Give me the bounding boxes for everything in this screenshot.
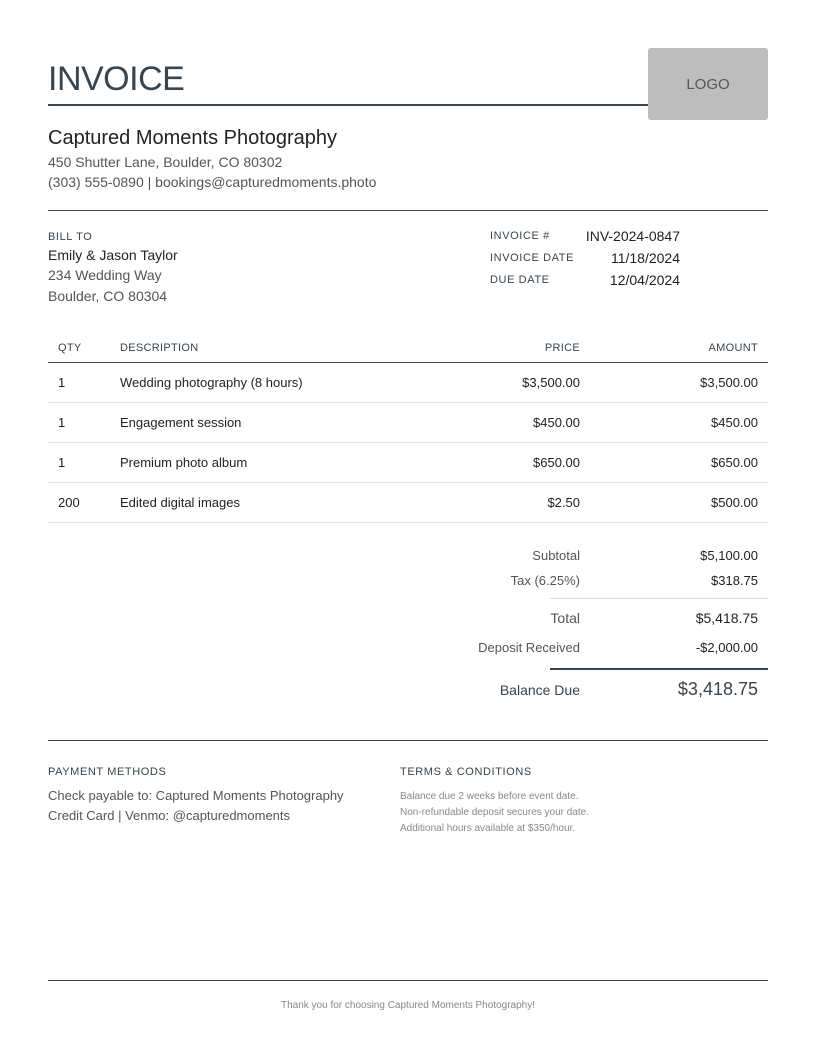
bill-to-label: BILL TO — [48, 231, 93, 243]
total-label: Total — [550, 610, 580, 626]
company-address: 450 Shutter Lane, Boulder, CO 80302 — [48, 154, 283, 170]
invoice-number — [490, 228, 680, 244]
subtotal-value: $5,100.00 — [700, 548, 758, 563]
payment-line: Check payable to: Captured Moments Photography — [48, 788, 344, 803]
price: $3,500.00 — [469, 362, 580, 402]
company-contact: (303) 555-0890 | bookings@capturedmoments.photo — [48, 174, 377, 190]
terms-line: Additional hours available at $350/hour. — [400, 823, 576, 834]
total-value: $5,418.75 — [695, 610, 758, 626]
description: Edited digital images — [120, 482, 469, 522]
meta-label: INVOICE DATE — [490, 252, 575, 264]
header-price: PRICE — [469, 334, 580, 362]
tax-label: Tax (6.25%) — [510, 573, 580, 588]
payment-methods-label: PAYMENT METHODS — [48, 766, 167, 778]
qty: 1 — [48, 442, 120, 482]
price: $450.00 — [469, 402, 580, 442]
header-qty: QTY — [48, 334, 120, 362]
terms-line: Non-refundable deposit secures your date. — [400, 807, 590, 818]
amount: $3,500.00 — [580, 362, 768, 402]
table-row — [48, 402, 768, 442]
balance-label: Balance Due — [499, 682, 580, 698]
client-city: Boulder, CO 80304 — [48, 288, 168, 304]
client-street: 234 Wedding Way — [48, 267, 162, 283]
amount: $450.00 — [580, 402, 768, 442]
description: Premium photo album — [120, 442, 469, 482]
description: Engagement session — [120, 402, 469, 442]
amount: $500.00 — [580, 482, 768, 522]
deposit-value: -$2,000.00 — [695, 640, 758, 655]
meta-label: DUE DATE — [490, 274, 550, 286]
due-date — [490, 272, 680, 288]
qty: 1 — [48, 402, 120, 442]
divider — [48, 740, 768, 741]
invoice-title: INVOICE — [48, 60, 185, 98]
description: Wedding photography (8 hours) — [120, 362, 469, 402]
tax-value: $318.75 — [711, 573, 758, 588]
table-row — [48, 362, 768, 402]
payment-line: Credit Card | Venmo: @capturedmoments — [48, 808, 291, 823]
divider — [550, 668, 768, 670]
title-divider — [48, 104, 648, 106]
header-description: DESCRIPTION — [120, 334, 469, 362]
deposit-label: Deposit Received — [478, 640, 580, 655]
divider — [48, 980, 768, 981]
divider — [48, 210, 768, 211]
table-row — [48, 482, 768, 522]
qty: 200 — [48, 482, 120, 522]
meta-value: 12/04/2024 — [609, 272, 680, 288]
terms-line: Balance due 2 weeks before event date. — [400, 791, 579, 802]
price: $650.00 — [469, 442, 580, 482]
meta-value: INV-2024-0847 — [585, 228, 680, 244]
logo-placeholder: LOGO — [648, 48, 768, 120]
meta-value: 11/18/2024 — [610, 250, 680, 266]
balance-value: $3,418.75 — [677, 679, 758, 699]
line-items-table — [48, 334, 768, 523]
amount: $650.00 — [580, 442, 768, 482]
table-row — [48, 442, 768, 482]
divider — [550, 598, 768, 599]
meta-label: INVOICE # — [490, 230, 550, 242]
invoice-date — [490, 250, 680, 266]
price: $2.50 — [469, 482, 580, 522]
company-name: Captured Moments Photography — [48, 127, 338, 149]
qty: 1 — [48, 362, 120, 402]
terms-label: TERMS & CONDITIONS — [400, 766, 532, 778]
header-amount: AMOUNT — [580, 334, 768, 362]
footer-thanks: Thank you for choosing Captured Moments Photography! — [280, 1000, 536, 1011]
subtotal-label: Subtotal — [532, 548, 580, 563]
client-name: Emily & Jason Taylor — [48, 247, 178, 263]
